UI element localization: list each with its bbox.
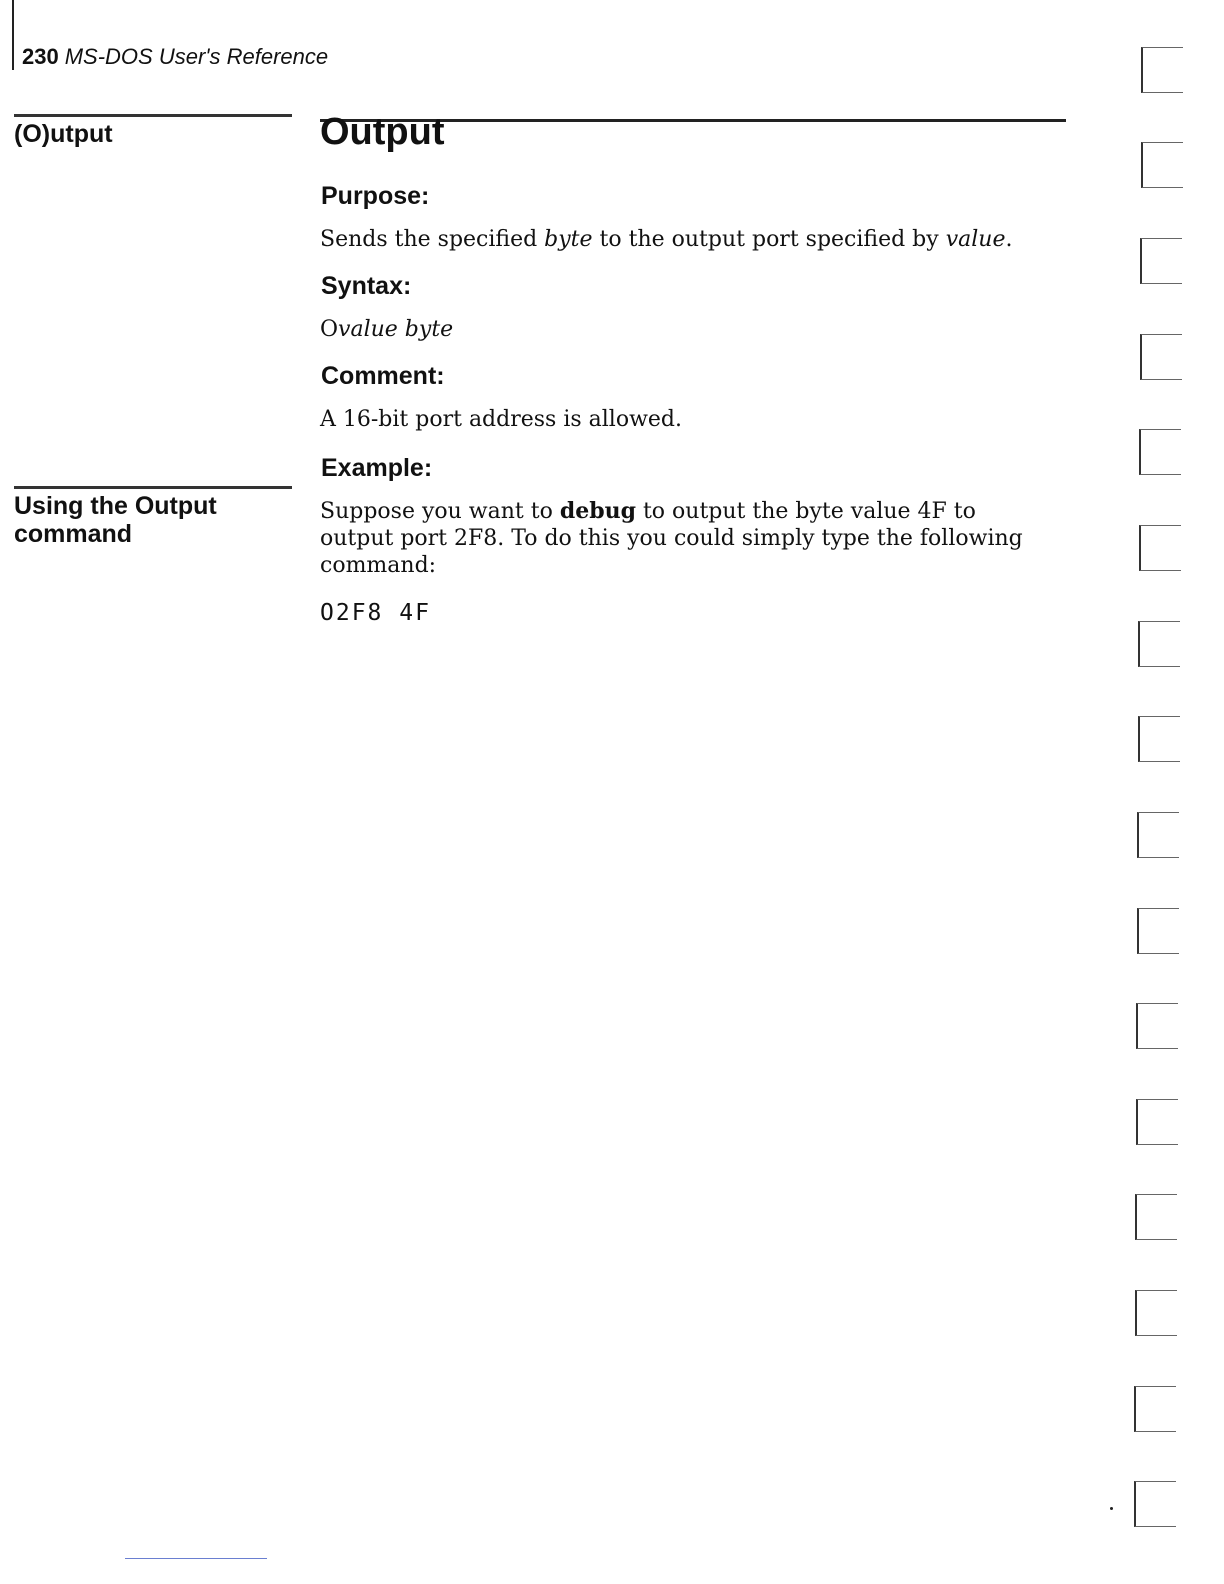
syntax-heading: Syntax: [321, 272, 412, 300]
sidebar-heading-using-output: Using the Output command [14, 492, 217, 548]
index-tab [1141, 47, 1183, 93]
footer-line [125, 1558, 267, 1559]
scan-speck [1110, 1507, 1113, 1510]
page-number: 230 [22, 44, 59, 69]
value-term: value [945, 227, 1006, 252]
purpose-text: Sends the specified byte to the output port specified by value. [320, 227, 1013, 252]
example-text: Suppose you want to debug to output the byte value 4F to output port 2F8. To do this you could simply type the following command: [320, 498, 1023, 578]
book-title: MS-DOS User's Reference [64, 44, 329, 69]
index-tab [1137, 812, 1179, 858]
syntax-text: Ovalue byte [320, 317, 454, 342]
index-tab [1140, 238, 1182, 284]
header-margin-rule [12, 0, 14, 70]
section-title: Output [320, 111, 445, 153]
example-code: O2F8 4F [320, 600, 431, 626]
index-tab [1141, 142, 1183, 188]
index-tab [1136, 1099, 1178, 1145]
index-tab [1134, 1481, 1176, 1527]
debug-term: debug [559, 498, 636, 524]
index-tab [1136, 1003, 1178, 1049]
comment-text: A 16-bit port address is allowed. [320, 407, 683, 432]
sidebar-rule-1 [14, 114, 292, 117]
comment-heading: Comment: [321, 362, 445, 390]
index-tab [1135, 1194, 1177, 1240]
example-heading: Example: [321, 454, 433, 482]
index-tab [1137, 908, 1179, 954]
index-tab [1140, 334, 1182, 380]
index-tab [1135, 1290, 1177, 1336]
index-tab [1134, 1386, 1176, 1432]
byte-term: byte [544, 227, 593, 252]
index-tab [1138, 716, 1180, 762]
index-tab [1139, 525, 1181, 571]
page-header [22, 44, 328, 70]
purpose-heading: Purpose: [321, 182, 430, 210]
sidebar-rule-2 [14, 486, 292, 489]
index-tab [1138, 621, 1180, 667]
index-tab [1139, 429, 1181, 475]
sidebar-heading-output: (O)utput [14, 120, 113, 148]
